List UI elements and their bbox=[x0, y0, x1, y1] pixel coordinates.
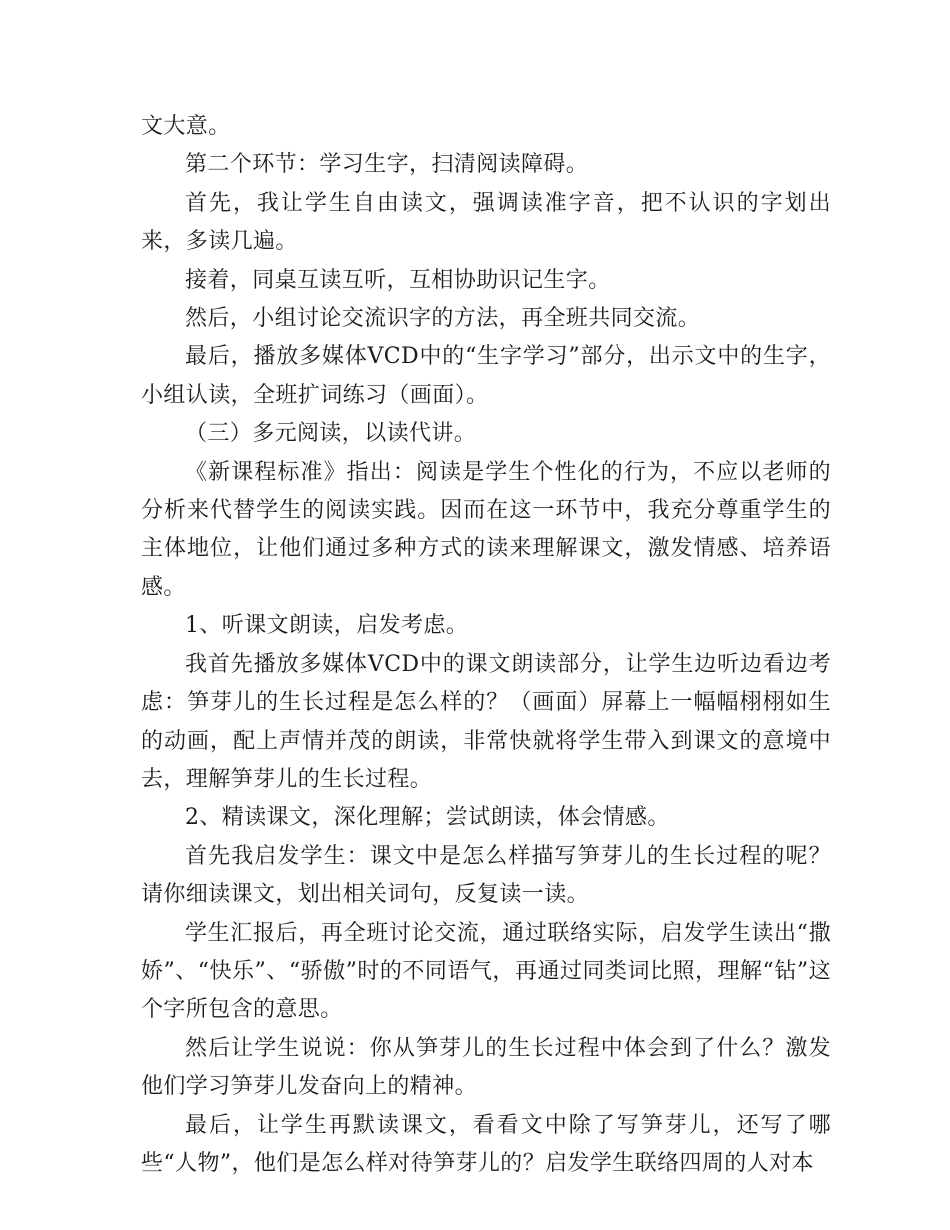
paragraph-14: 然后让学生说说：你从笋芽儿的生长过程中体会到了什么？激发他们学习笋芽儿发奋向上的精神。 bbox=[141, 1035, 831, 1100]
paragraph-10: 我首先播放多媒体VCD中的课文朗读部分，让学生边听边看边考虑：笋芽儿的生长过程是怎么样的？（画面）屏幕上一幅幅栩栩如生的动画，配上声情并茂的朗读，非常快就将学生带入到课文的意境中去，理解笋芽儿的生长过程。 bbox=[141, 651, 831, 792]
paragraph-3: 首先，我让学生自由读文，强调读准字音，把不认识的字划出来，多读几遍。 bbox=[141, 190, 831, 255]
paragraph-13: 学生汇报后，再全班讨论交流，通过联络实际，启发学生读出“撒娇”、“快乐”、“骄傲”时的不同语气，再通过同类词比照，理解“钻”这个字所包含的意思。 bbox=[141, 920, 831, 1023]
paragraph-6: 最后，播放多媒体VCD中的“生字学习”部分，出示文中的生字，小组认读，全班扩词练习（画面）。 bbox=[141, 344, 831, 408]
paragraph-1: 文大意。 bbox=[141, 114, 231, 139]
paragraph-2: 第二个环节：学习生字，扫清阅读障碍。 bbox=[185, 152, 589, 178]
paragraph-4: 接着，同桌互读互听，互相协助识记生字。 bbox=[185, 267, 611, 293]
paragraph-8: 《新课程标准》指出：阅读是学生个性化的行为，不应以老师的分析来代替学生的阅读实践。因而在这一环节中，我充分尊重学生的主体地位，让他们通过多种方式的读来理解课文，激发情感、培养语感。 bbox=[141, 459, 831, 600]
paragraph-12: 首先我启发学生：课文中是怎么样描写笋芽儿的生长过程的呢？请你细读课文，划出相关词句，反复读一读。 bbox=[141, 843, 831, 908]
paragraph-15: 最后，让学生再默读课文，看看文中除了写笋芽儿，还写了哪些“人物”，他们是怎么样对待笋芽儿的？启发学生联络四周的人对本 bbox=[141, 1112, 831, 1176]
section-heading-3: （三）多元阅读，以读代讲。 bbox=[185, 421, 477, 447]
paragraph-5: 然后，小组讨论交流识字的方法，再全班共同交流。 bbox=[185, 306, 701, 332]
subheading-1: 1、听课文朗读，启发考虑。 bbox=[185, 613, 469, 639]
document-body bbox=[141, 108, 831, 1183]
subheading-2: 2、精读课文，深化理解；尝试朗读，体会情感。 bbox=[185, 805, 670, 831]
